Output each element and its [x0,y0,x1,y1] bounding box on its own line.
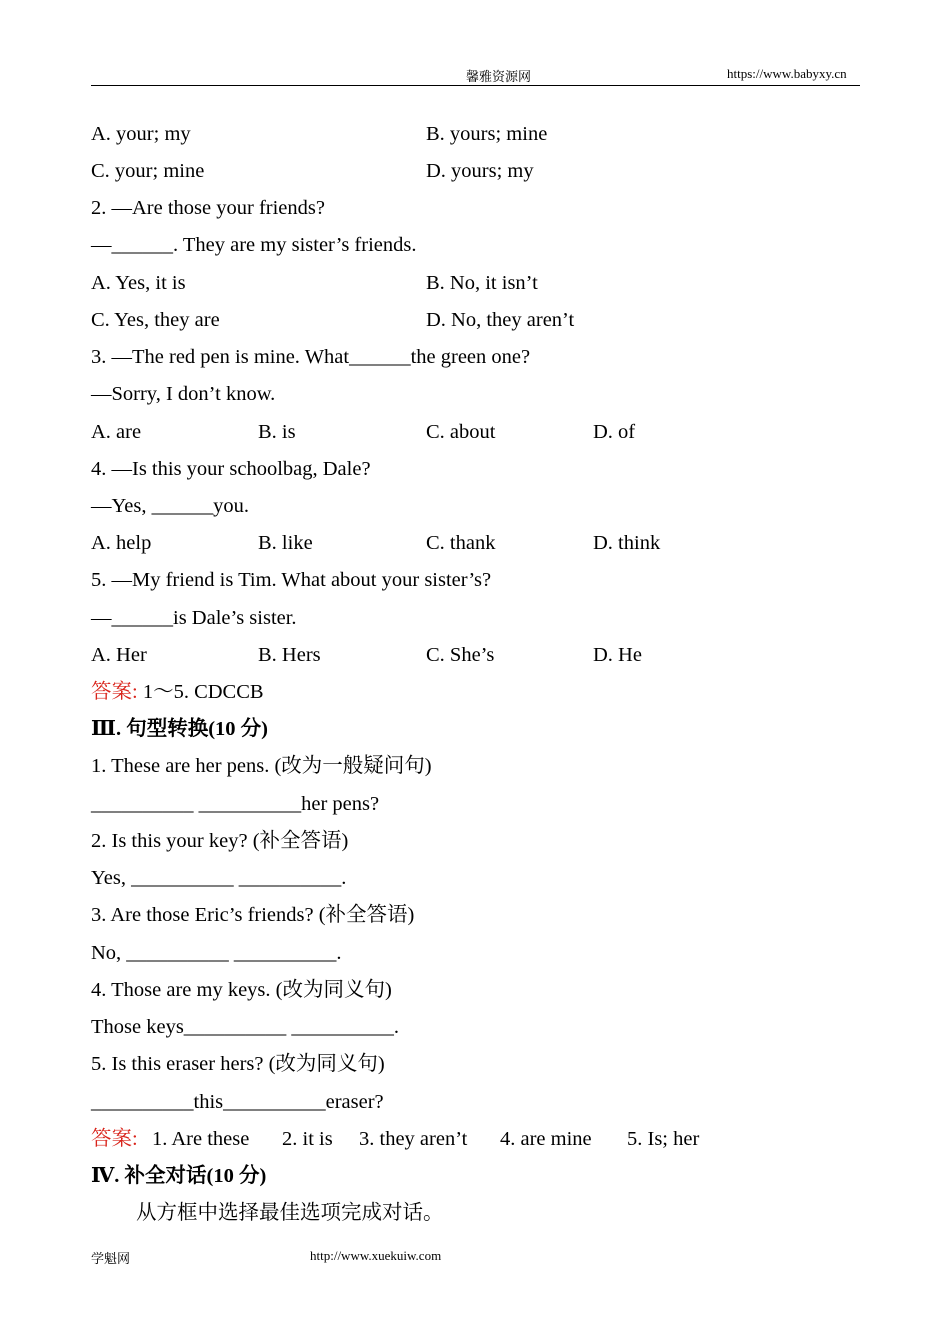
q5-option-d: D. He [593,644,642,666]
answer-item: 2. it is [282,1128,333,1150]
s3-line: 2. Is this your key? (补全答语) [91,830,349,852]
section-4-title: Ⅳ. 补全对话(10 分) [91,1165,267,1187]
q3-response: —Sorry, I don’t know. [91,383,276,405]
footer-site-name: 学魁网 [91,1251,131,1266]
answer-item: 3. they aren’t [359,1128,468,1150]
q2-option-a: A. Yes, it is [91,272,186,294]
q2-question: 2. —Are those your friends? [91,197,325,219]
q5-option-b: B. Hers [258,644,321,666]
q3-question: 3. —The red pen is mine. What______the green one? [91,346,531,368]
answer-1 [91,679,264,705]
answer-label: 答案: [91,1128,138,1150]
section-3-title: Ⅲ. 句型转换(10 分) [91,718,268,740]
q4-option-a: A. help [91,532,152,554]
q1-option-d: D. yours; my [426,160,534,182]
s3-line: Those keys__________ __________. [91,1016,400,1038]
s3-line: __________this__________eraser? [91,1091,384,1113]
s3-line: 4. Those are my keys. (改为同义句) [91,979,392,1001]
q3-option-a: A. are [91,421,142,443]
q5-question: 5. —My friend is Tim. What about your sister’s? [91,569,492,591]
header-site-name: 馨雅资源网 [466,69,532,84]
s3-line: Yes, __________ __________. [91,867,347,889]
q3-option-d: D. of [593,421,636,443]
q3-option-b: B. is [258,421,296,443]
q1-option-a: A. your; my [91,123,191,145]
q2-option-c: C. Yes, they are [91,309,220,331]
q2-option-b: B. No, it isn’t [426,272,538,294]
s3-line: 3. Are those Eric’s friends? (补全答语) [91,904,415,926]
q2-response: —______. They are my sister’s friends. [91,234,417,256]
q4-option-d: D. think [593,532,661,554]
footer-url: http://www.xuekuiw.com [310,1248,442,1263]
q5-option-a: A. Her [91,644,147,666]
answer-label: 答案: [91,681,138,703]
q5-response: —______is Dale’s sister. [91,607,297,629]
q4-option-c: C. thank [426,532,496,554]
s3-line: 1. These are her pens. (改为一般疑问句) [91,755,432,777]
q5-option-c: C. She’s [426,644,495,666]
q4-response: —Yes, ______you. [91,495,249,517]
header-divider [91,85,860,86]
q3-option-c: C. about [426,421,496,443]
s3-line: __________ __________her pens? [91,793,380,815]
q2-option-d: D. No, they aren’t [426,309,575,331]
answer-item: 5. Is; her [627,1128,700,1150]
header-url: https://www.babyxy.cn [727,66,847,81]
q4-option-b: B. like [258,532,313,554]
answer-item: 1. Are these [152,1128,250,1150]
s3-line: No, __________ __________. [91,942,342,964]
section-4-instruction: 从方框中选择最佳选项完成对话。 [136,1202,444,1224]
s3-line: 5. Is this eraser hers? (改为同义句) [91,1053,385,1075]
answer-text: 1～5. CDCCB [142,681,264,703]
q1-option-b: B. yours; mine [426,123,548,145]
q1-option-c: C. your; mine [91,160,205,182]
answer-item: 4. are mine [500,1128,592,1150]
q4-question: 4. —Is this your schoolbag, Dale? [91,458,371,480]
